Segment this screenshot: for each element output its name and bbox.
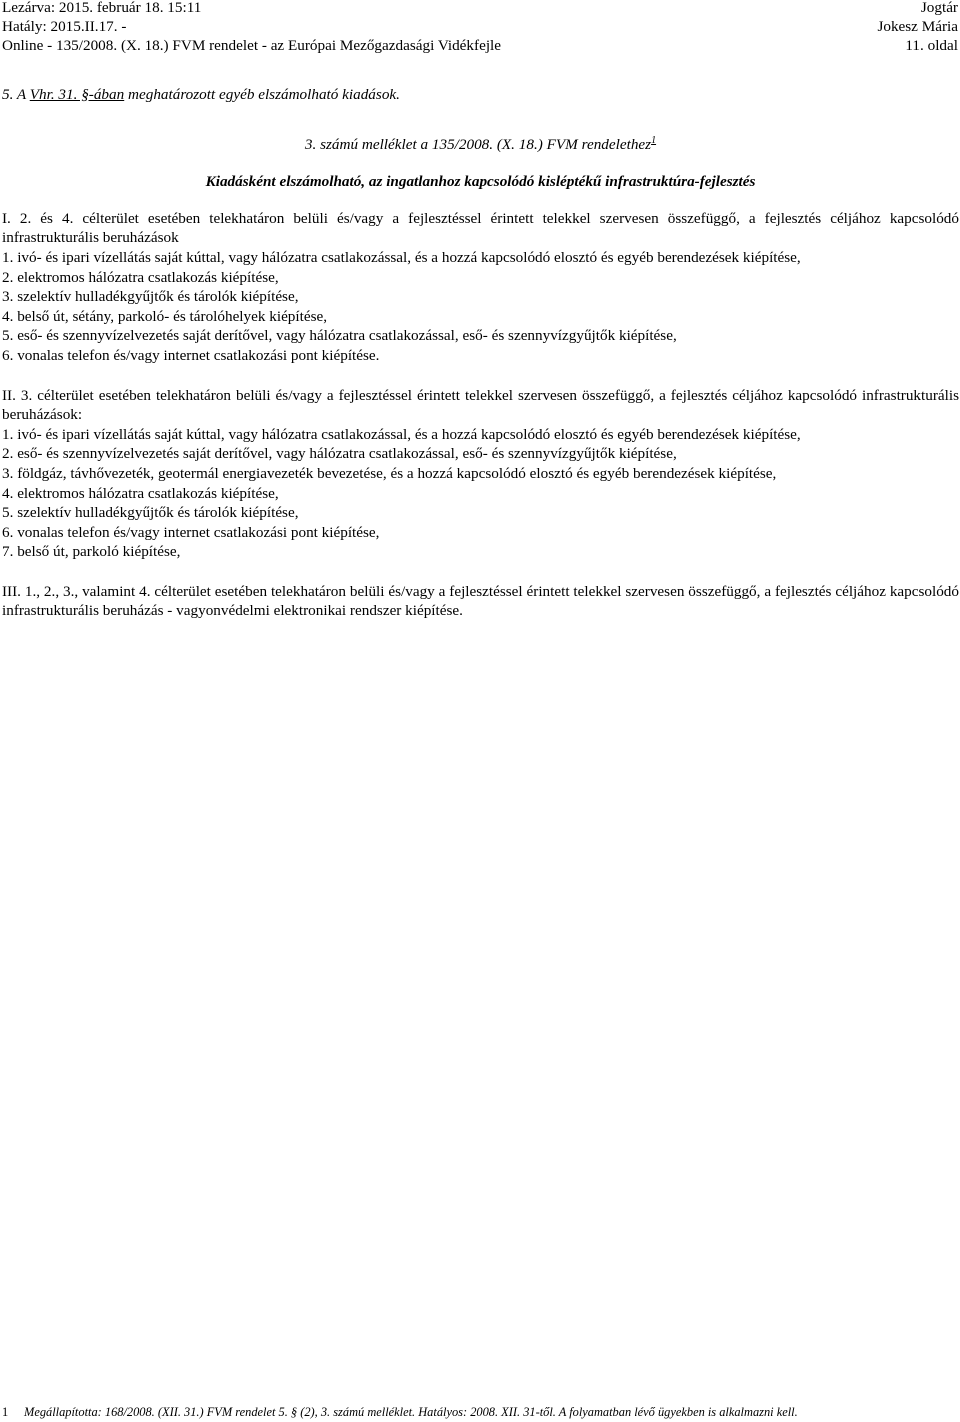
document-body bbox=[2, 85, 959, 621]
footnote-number: 1 bbox=[2, 1405, 9, 1419]
header-lezarva: Lezárva: 2015. február 18. 15:11 bbox=[2, 0, 202, 16]
section-2-item: 1. ivó- és ipari vízellátás saját kúttal, vagy hálózatra csatlakozással, és a hozzá kapcsolódó elosztó és egyéb berendezések kiépítése, bbox=[2, 425, 801, 443]
header-user: Jokesz Mária bbox=[877, 18, 958, 35]
section-2-heading: II. 3. célterület esetében telekhatáron belüli és/vagy a fejlesztéssel érintett telekkel szervesen összefüggő, a fejlesztés céljához kapcsolódó infrastrukturális beruházások: bbox=[2, 386, 959, 424]
section-1-item: 1. ivó- és ipari vízellátás saját kúttal, vagy hálózatra csatlakozással, és a hozzá kapcsolódó elosztó és egyéb berendezések kiépítése, bbox=[2, 248, 801, 266]
section-2-item: 4. elektromos hálózatra csatlakozás kiépítése, bbox=[2, 484, 279, 502]
header-product: Jogtár bbox=[920, 0, 958, 16]
header-right bbox=[658, 0, 958, 55]
section-1-item: 4. belső út, sétány, parkoló- és tárolóhelyek kiépítése, bbox=[2, 307, 328, 325]
section-2-item: 7. belső út, parkoló kiépítése, bbox=[2, 543, 181, 561]
section-2-item: 6. vonalas telefon és/vagy internet csatlakozási pont kiépítése, bbox=[2, 523, 380, 541]
section-3-text: III. 1., 2., 3., valamint 4. célterület esetében telekhatáron belüli és/vagy a fejlesztéssel érintett telekkel szervesen összefüggő, a fejlesztés céljához kapcsolódó infrastrukturális beruházás - vagyonvédelmi elektronikai rendszer kiépítése. bbox=[2, 582, 959, 620]
vhr-link[interactable]: Vhr. 31. §-ában bbox=[29, 86, 125, 103]
intro-paragraph bbox=[2, 85, 959, 105]
header-hataly: Hatály: 2015.II.17. - bbox=[2, 18, 127, 35]
section-1-item: 6. vonalas telefon és/vagy internet csatlakozási pont kiépítése. bbox=[2, 346, 380, 364]
footnote-text: Megállapította: 168/2008. (XII. 31.) FVM rendelet 5. § (2), 3. számú melléklet. Hatályos: 2008. XII. 31-től. A folyamatban lévő ügyekben is alkalmazni kell. bbox=[24, 1405, 798, 1419]
section-1-item: 3. szelektív hulladékgyűjtők és tárolók kiépítése, bbox=[2, 288, 299, 306]
annex-title-text: 3. számú melléklet a 135/2008. (X. 18.) FVM rendelethez bbox=[304, 135, 652, 153]
annex-subtitle: Kiadásként elszámolható, az ingatlanhoz kapcsolódó kisléptékű infrastruktúra-fejlesztés bbox=[205, 173, 756, 191]
section-1-item: 5. eső- és szennyvízelvezetés saját derítővel, vagy hálózatra csatlakozással, eső- és szennyvízgyűjtők kiépítése, bbox=[2, 327, 677, 345]
footnote-ref[interactable]: 1 bbox=[651, 134, 657, 146]
header-left bbox=[2, 0, 702, 55]
section-1-item: 2. elektromos hálózatra csatlakozás kiépítése, bbox=[2, 268, 279, 286]
section-2-item: 5. szelektív hulladékgyűjtők és tárolók kiépítése, bbox=[2, 504, 299, 522]
section-2-item: 2. eső- és szennyvízelvezetés saját derítővel, vagy hálózatra csatlakozással, eső- és szennyvízgyűjtők kiépítése, bbox=[2, 445, 677, 463]
section-1-heading: I. 2. és 4. célterület esetében telekhatáron belüli és/vagy a fejlesztéssel érintett telekkel szervesen összefüggő, a fejlesztés céljához kapcsolódó infrastrukturális beruházások bbox=[2, 209, 959, 247]
header-page-number: 11. oldal bbox=[905, 37, 958, 54]
intro-prefix: 5. A bbox=[2, 86, 30, 103]
header-online: Online - 135/2008. (X. 18.) FVM rendelet - az Európai Mezőgazdasági Vidékfejle bbox=[2, 37, 501, 54]
section-2-item: 3. földgáz, távhővezeték, geotermál energiavezeték bevezetése, és a hozzá kapcsolódó elosztó és egyéb berendezések kiépítése, bbox=[2, 464, 777, 482]
annex-title bbox=[2, 135, 959, 155]
intro-suffix: meghatározott egyéb elszámolható kiadások. bbox=[124, 86, 400, 103]
footnote bbox=[2, 1404, 959, 1420]
